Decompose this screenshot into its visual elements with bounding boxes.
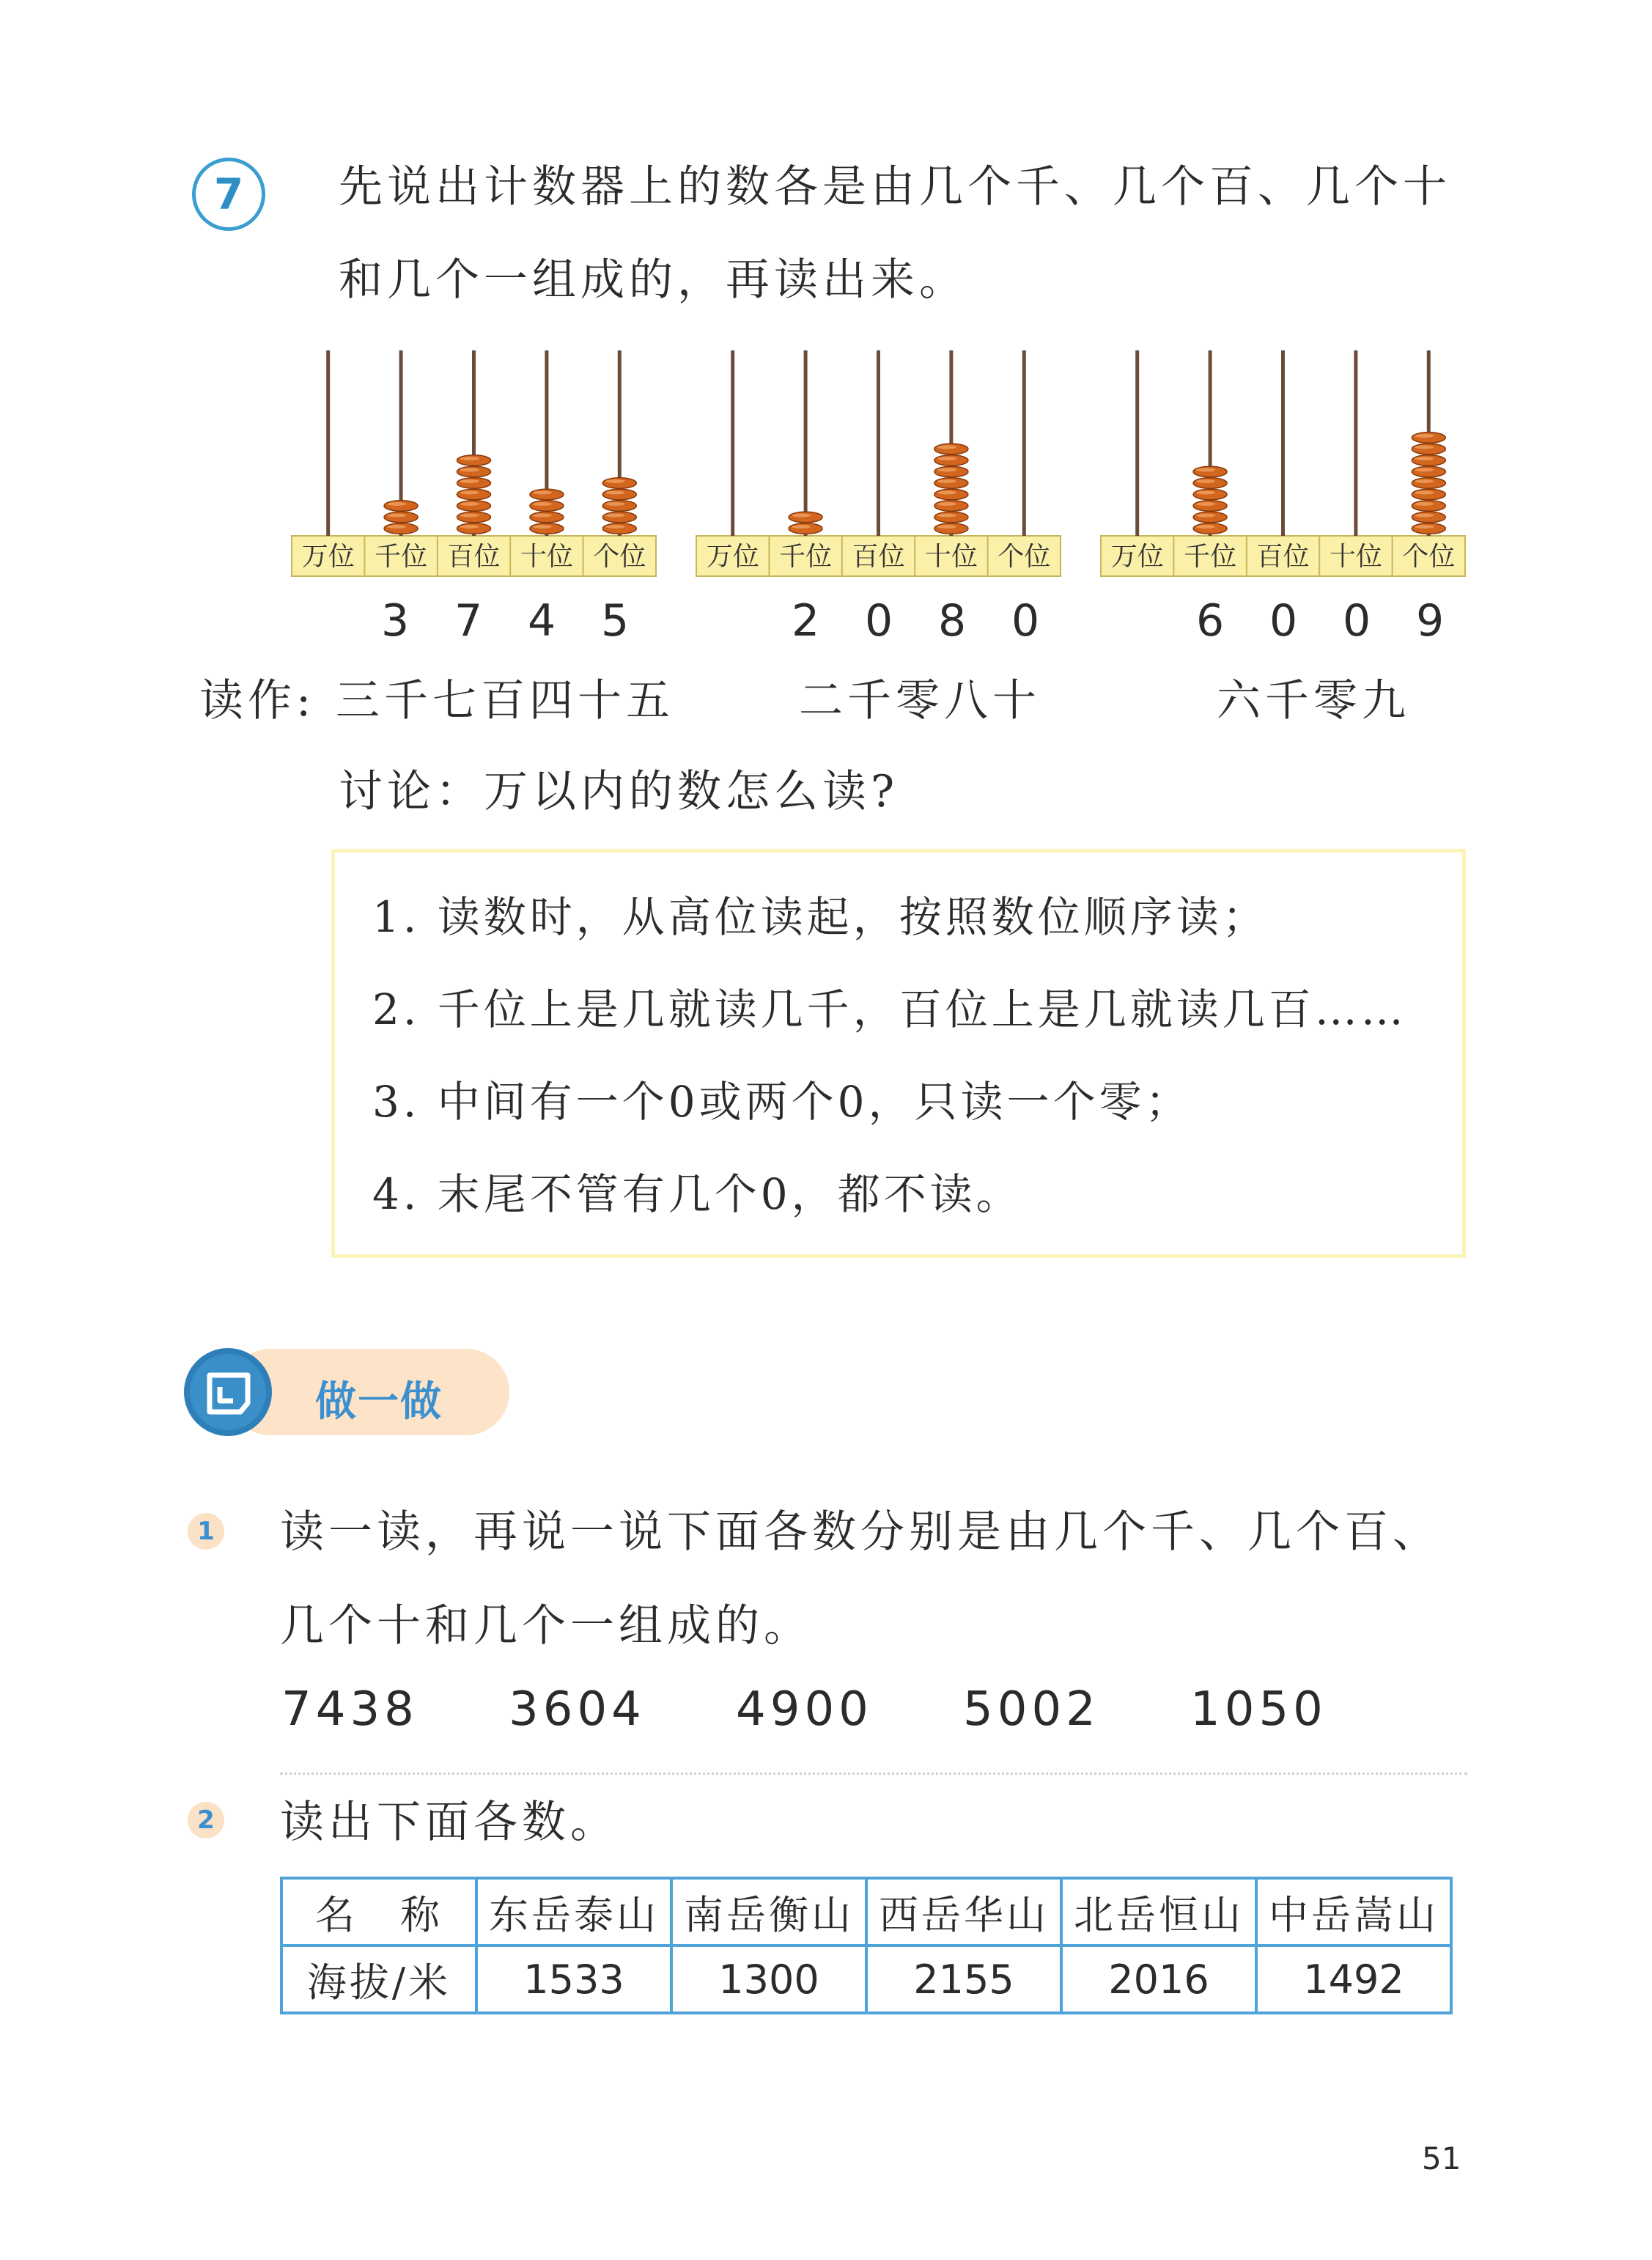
table-row <box>281 1946 1451 2013</box>
bead-highlight <box>460 502 479 506</box>
bead-highlight <box>605 491 624 495</box>
abacus-bead <box>934 455 968 466</box>
bead-highlight <box>1196 491 1215 495</box>
exercise-2-badge <box>188 1802 224 1838</box>
table-cell: 2155 <box>866 1946 1061 2013</box>
abacus-bead <box>1193 466 1227 477</box>
abacus-bead <box>789 512 822 523</box>
abacus-bead <box>457 489 491 500</box>
abacus-bead <box>789 523 822 534</box>
place-value-label: 十位 <box>924 542 978 572</box>
table-cell: 2016 <box>1061 1946 1256 2013</box>
bead-highlight <box>533 502 552 506</box>
abacus-bead <box>384 523 418 534</box>
bead-highlight <box>937 491 956 495</box>
bead-highlight <box>937 514 956 518</box>
bead-highlight <box>460 514 479 518</box>
abacus-bead <box>1193 478 1227 489</box>
digit: 0 <box>1011 595 1040 647</box>
read-as-label: 读作: <box>199 675 316 726</box>
bead-highlight <box>387 514 406 518</box>
table-cell: 南岳衡山 <box>671 1878 866 1946</box>
digit: 7 <box>454 595 483 647</box>
mountain-altitude-table <box>280 1877 1453 2014</box>
abacus-bead <box>934 478 968 489</box>
exercise-2-number: 2 <box>197 1806 215 1835</box>
bead-highlight <box>937 468 956 472</box>
abacus-bead <box>457 501 491 512</box>
place-value-label: 万位 <box>706 542 759 572</box>
bead-highlight <box>1196 502 1215 506</box>
digit: 6 <box>1196 595 1225 647</box>
exercise-1-line1: 读一读，再说一说下面各数分别是由几个千、几个百、 <box>280 1506 1441 1558</box>
place-value-label: 个位 <box>998 542 1051 572</box>
abacus-bead <box>934 523 968 534</box>
bead-highlight <box>460 468 479 472</box>
table-cell: 中岳嵩山 <box>1256 1878 1451 1946</box>
bead-highlight <box>1196 525 1215 529</box>
bead-highlight <box>460 457 479 460</box>
place-value-label: 百位 <box>447 542 501 572</box>
table-cell: 东岳泰山 <box>476 1878 671 1946</box>
rule-1: 1. 读数时，从高位读起，按照数位顺序读； <box>372 892 1269 942</box>
page-number: 51 <box>1422 2141 1461 2176</box>
bead-highlight <box>1415 502 1434 506</box>
abacus-bead <box>1193 501 1227 512</box>
rule-4: 4. 末尾不管有几个0，都不读。 <box>372 1169 1022 1219</box>
abacus-bead <box>1412 455 1445 466</box>
exercise-1-number-2: 3604 <box>509 1682 646 1737</box>
bead-highlight <box>1415 491 1434 495</box>
exercise-1-number-3: 4900 <box>736 1682 873 1737</box>
bead-highlight <box>1415 514 1434 518</box>
abacus-bead <box>457 478 491 489</box>
table-cell: 北岳恒山 <box>1061 1878 1256 1946</box>
digit: 8 <box>938 595 967 647</box>
place-value-label: 百位 <box>852 542 905 572</box>
example-number: 7 <box>213 169 244 219</box>
exercise-1-line2: 几个十和几个一组成的。 <box>280 1600 812 1652</box>
bead-highlight <box>605 479 624 483</box>
place-value-label: 千位 <box>779 542 833 572</box>
discussion-prompt: 讨论：万以内的数怎么读? <box>339 766 899 817</box>
exercise-2-title: 读出下面各数。 <box>280 1797 619 1848</box>
abacus-bead <box>934 443 968 454</box>
abacus-bead <box>602 512 636 523</box>
place-value-label: 百位 <box>1256 542 1310 572</box>
bead-highlight <box>533 514 552 518</box>
example-question-line2: 和几个一组成的，再读出来。 <box>339 254 967 306</box>
bead-highlight <box>387 502 406 506</box>
rule-3: 3. 中间有一个0或两个0，只读一个零； <box>372 1077 1192 1127</box>
table-cell: 1300 <box>671 1946 866 2013</box>
abacus-bead <box>934 512 968 523</box>
exercise-1-badge <box>188 1513 224 1550</box>
abacus-bead <box>1193 512 1227 523</box>
bead-highlight <box>1415 479 1434 483</box>
bead-highlight <box>533 491 552 495</box>
abacus-bead <box>530 523 564 534</box>
bead-highlight <box>1415 457 1434 460</box>
abacus-bead <box>1412 466 1445 477</box>
abacus-1-reading: 三千七百四十五 <box>336 675 674 726</box>
abacus-bead <box>1412 443 1445 454</box>
practice-header-title: 做一做 <box>315 1378 443 1426</box>
digit: 9 <box>1416 595 1445 647</box>
abacus-bead <box>1193 523 1227 534</box>
place-value-label: 千位 <box>375 542 428 572</box>
abacus-bead <box>934 466 968 477</box>
exercise-1-number-4: 5002 <box>963 1682 1100 1737</box>
example-question-line1: 先说出计数器上的数各是由几个千、几个百、几个十 <box>339 161 1451 213</box>
section-divider <box>280 1773 1467 1775</box>
abacus-bead <box>384 501 418 512</box>
bead-highlight <box>1196 468 1215 472</box>
digit: 5 <box>601 595 630 647</box>
row-header-name: 名 称 <box>281 1878 476 1946</box>
bead-highlight <box>1415 446 1434 449</box>
table-row <box>281 1878 1451 1946</box>
bead-highlight <box>937 525 956 529</box>
abacus-bead <box>1412 512 1445 523</box>
bead-highlight <box>533 525 552 529</box>
bead-highlight <box>792 525 811 529</box>
abacus-bead <box>457 466 491 477</box>
abacus-bead <box>457 512 491 523</box>
bead-highlight <box>937 446 956 449</box>
abacus-3-reading: 六千零九 <box>1217 675 1410 726</box>
bead-highlight <box>937 457 956 460</box>
abacus-2-reading: 二千零八十 <box>799 675 1041 726</box>
bead-highlight <box>937 502 956 506</box>
rule-2: 2. 千位上是几就读几千，百位上是几就读几百…… <box>372 984 1407 1034</box>
practice-icon <box>182 1346 274 1438</box>
digit: 4 <box>528 595 556 647</box>
place-value-label: 万位 <box>1110 542 1164 572</box>
bead-highlight <box>460 525 479 529</box>
bead-highlight <box>1415 525 1434 529</box>
bead-highlight <box>1196 514 1215 518</box>
abacus-illustration <box>0 0 1652 586</box>
abacus-bead <box>1412 501 1445 512</box>
abacus-bead <box>602 489 636 500</box>
abacus-bead <box>602 501 636 512</box>
bead-highlight <box>605 502 624 506</box>
abacus-bead <box>530 489 564 500</box>
bead-highlight <box>460 491 479 495</box>
table-cell: 西岳华山 <box>866 1878 1061 1946</box>
abacus-bead <box>457 455 491 466</box>
abacus-bead <box>934 489 968 500</box>
table-cell: 1492 <box>1256 1946 1451 2013</box>
abacus-bead <box>1412 478 1445 489</box>
bead-highlight <box>792 514 811 518</box>
digit: 0 <box>865 595 893 647</box>
abacus-bead <box>602 478 636 489</box>
abacus-bead <box>530 501 564 512</box>
table-cell: 1533 <box>476 1946 671 2013</box>
bead-highlight <box>1196 479 1215 483</box>
bead-highlight <box>387 525 406 529</box>
bead-highlight <box>605 525 624 529</box>
bead-highlight <box>605 514 624 518</box>
bead-highlight <box>937 479 956 483</box>
bead-highlight <box>1415 434 1434 438</box>
place-value-label: 十位 <box>1329 542 1382 572</box>
place-value-label: 个位 <box>1402 542 1456 572</box>
digit: 3 <box>381 595 410 647</box>
abacus-bead <box>1412 489 1445 500</box>
abacus-bead <box>1412 523 1445 534</box>
bead-highlight <box>460 479 479 483</box>
abacus-bead <box>934 501 968 512</box>
abacus-bead <box>384 512 418 523</box>
abacus-bead <box>530 512 564 523</box>
digit: 0 <box>1269 595 1298 647</box>
place-value-label: 千位 <box>1184 542 1237 572</box>
abacus-bead <box>1193 489 1227 500</box>
abacus-bead <box>457 523 491 534</box>
place-value-label: 十位 <box>520 542 573 572</box>
row-header-altitude: 海拔/米 <box>281 1946 476 2013</box>
exercise-1-number-1: 7438 <box>281 1682 418 1737</box>
abacus-bead <box>602 523 636 534</box>
digit: 2 <box>792 595 820 647</box>
digit: 0 <box>1343 595 1371 647</box>
abacus-bead <box>1412 433 1445 443</box>
exercise-1-number: 1 <box>197 1517 215 1546</box>
place-value-label: 个位 <box>593 542 646 572</box>
place-value-label: 万位 <box>301 542 355 572</box>
exercise-1-number-5: 1050 <box>1190 1682 1327 1737</box>
bead-highlight <box>1415 468 1434 472</box>
